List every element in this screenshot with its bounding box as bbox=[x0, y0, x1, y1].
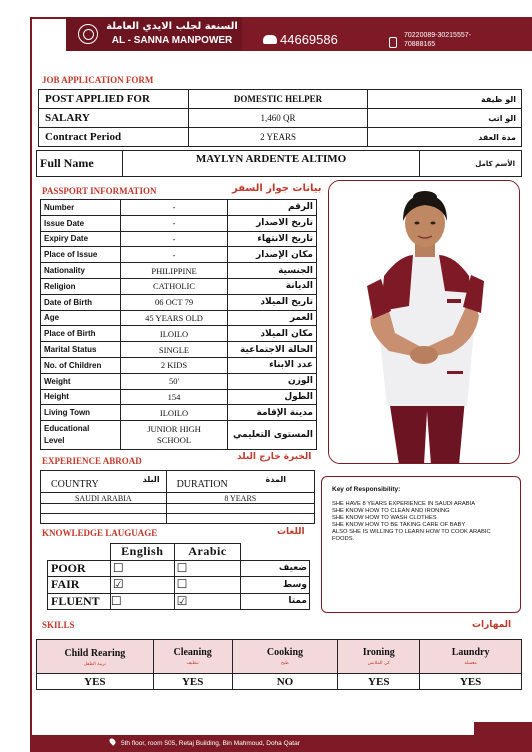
duration-label-ar: المدة bbox=[265, 475, 286, 484]
duration-label: DURATION bbox=[176, 479, 228, 490]
passport-field-label-ar: مكان الميلاد bbox=[228, 326, 317, 342]
passport-field-label-ar: الطول bbox=[228, 389, 317, 405]
skill-ironing bbox=[338, 640, 420, 674]
table-cell bbox=[41, 504, 167, 514]
responsibility-title: Key of Responsibility: bbox=[332, 486, 401, 493]
education-label-ar: المستوى التعليمي bbox=[228, 421, 317, 450]
education-label-2: Level bbox=[44, 436, 65, 446]
full-name-label: Full Name bbox=[37, 151, 123, 177]
table-row bbox=[48, 544, 310, 561]
responsibility-line: SHE KNOW HOW TO CLEAN AND IRONING bbox=[332, 508, 450, 514]
passport-field-label-ar: الوزن bbox=[228, 373, 317, 389]
post-value: DOMESTIC HELPER bbox=[188, 90, 368, 109]
passport-field-label-ar: الديانة bbox=[228, 278, 317, 294]
table-row bbox=[41, 514, 315, 524]
passport-field-label-ar: تاريخ الميلاد bbox=[228, 294, 317, 310]
skill-laundry bbox=[420, 640, 522, 674]
table-row bbox=[41, 405, 317, 421]
education-value-1: JUNIOR HIGH bbox=[147, 424, 201, 435]
skills-title-ar: المهارات bbox=[472, 620, 512, 630]
skill-name-ar: تنظيف bbox=[186, 661, 199, 666]
skill-cooking bbox=[232, 640, 338, 674]
full-name-label-ar: الأسم كامل bbox=[420, 151, 522, 177]
passport-field-value: - bbox=[120, 215, 228, 231]
passport-field-value: ILOILO bbox=[120, 326, 228, 342]
passport-field-label: No. of Children bbox=[41, 357, 121, 373]
passport-field-label-ar: الجنسية bbox=[228, 263, 317, 279]
footer-address-text: 5th floor, room 505, Retaj Building, Bin Mahmoud, Doha Qatar bbox=[121, 740, 300, 747]
passport-field-label-ar: تاريخ الانتهاء bbox=[228, 231, 317, 247]
level-fluent-ar: ممتا bbox=[241, 593, 310, 610]
table-row bbox=[39, 128, 522, 147]
country-value: SAUDI ARABIA bbox=[41, 493, 167, 504]
table-row bbox=[41, 310, 317, 326]
responsibility-line: SHE KNOW HOW TO WASH CLOTHES bbox=[332, 515, 437, 521]
passport-field-label: Number bbox=[41, 200, 121, 216]
passport-field-label: Nationality bbox=[41, 263, 121, 279]
education-label-1: Educational bbox=[44, 424, 90, 434]
english-poor-checkbox: ☐ bbox=[110, 560, 174, 577]
passport-field-label: Expiry Date bbox=[41, 231, 121, 247]
language-table bbox=[47, 543, 310, 610]
passport-field-label: Date of Birth bbox=[41, 294, 121, 310]
table-row bbox=[37, 674, 522, 690]
passport-field-label: Issue Date bbox=[41, 215, 121, 231]
contract-value: 2 YEARS bbox=[188, 128, 368, 147]
skill-name: Child Rearing bbox=[64, 648, 126, 659]
table-cell bbox=[48, 544, 111, 561]
table-row bbox=[41, 263, 317, 279]
education-value-2: SCHOOL bbox=[157, 435, 192, 446]
table-row bbox=[41, 357, 317, 373]
passport-field-label-ar: مكان الإصدار bbox=[228, 247, 317, 263]
mobile-numbers-2: 70888165 bbox=[404, 41, 436, 48]
passport-title: PASSPORT INFORMATION bbox=[42, 186, 157, 196]
mobile-icon bbox=[389, 37, 397, 48]
country-label: COUNTRY bbox=[51, 479, 99, 490]
level-poor: POOR bbox=[48, 560, 111, 577]
table-row bbox=[41, 342, 317, 358]
salary-label: SALARY bbox=[39, 109, 189, 128]
english-fair-checkbox: ☑ bbox=[110, 577, 174, 594]
skills-table bbox=[36, 639, 522, 690]
table-row bbox=[41, 326, 317, 342]
table-cell bbox=[166, 514, 314, 524]
passport-field-label-ar: مدينة الإقامة bbox=[228, 405, 317, 421]
skill-name: Cleaning bbox=[173, 647, 212, 658]
contract-label: Contract Period bbox=[39, 128, 189, 147]
passport-field-label: Marital Status bbox=[41, 342, 121, 358]
passport-field-label-ar: تاريخ الاصدار bbox=[228, 215, 317, 231]
table-row bbox=[41, 231, 317, 247]
table-row bbox=[39, 109, 522, 128]
frame-left bbox=[30, 17, 32, 735]
level-poor-ar: ضعيف bbox=[241, 560, 310, 577]
company-logo-icon bbox=[78, 24, 98, 44]
job-info-table bbox=[38, 89, 522, 147]
duration-header bbox=[166, 471, 314, 493]
language-title-ar: اللغات bbox=[277, 527, 305, 537]
full-name-value: MAYLYN ARDENTE ALTIMO bbox=[122, 151, 419, 177]
passport-field-value: - bbox=[120, 200, 228, 216]
passport-table bbox=[40, 199, 317, 450]
arabic-header: Arabic bbox=[174, 544, 241, 561]
table-row bbox=[41, 493, 315, 504]
table-row bbox=[41, 389, 317, 405]
post-label-ar: الو ظيفة bbox=[368, 90, 522, 109]
language-title: KNOWLEDGE LAUGUAGE bbox=[42, 528, 158, 538]
full-name-table bbox=[36, 150, 522, 177]
table-row bbox=[41, 200, 317, 216]
passport-field-label-ar: الحالة الاجتماعية bbox=[228, 342, 317, 358]
skill-name-ar: مغسلة bbox=[464, 661, 477, 666]
skill-cleaning bbox=[153, 640, 232, 674]
passport-field-label: Place of Birth bbox=[41, 326, 121, 342]
skills-title: SKILLS bbox=[42, 620, 75, 630]
experience-table bbox=[40, 470, 315, 524]
table-row bbox=[41, 215, 317, 231]
skill-name: Ironing bbox=[362, 647, 395, 658]
arabic-fair-checkbox: ☐ bbox=[174, 577, 241, 594]
level-fair: FAIR bbox=[48, 577, 111, 594]
passport-field-value: PHILIPPINE bbox=[120, 263, 228, 279]
passport-field-label: Living Town bbox=[41, 405, 121, 421]
english-fluent-checkbox: ☐ bbox=[110, 593, 174, 610]
footer-address bbox=[110, 738, 300, 747]
table-row bbox=[39, 90, 522, 109]
table-row bbox=[41, 278, 317, 294]
passport-field-value: 2 KIDS bbox=[120, 357, 228, 373]
table-row bbox=[41, 471, 315, 493]
responsibility-line: ALSO SHE IS WILLING TO LEARN HOW TO COOK ARABIC bbox=[332, 529, 491, 535]
passport-field-value: SINGLE bbox=[120, 342, 228, 358]
passport-field-value: ILOILO bbox=[120, 405, 228, 421]
table-row bbox=[41, 247, 317, 263]
skill-value: YES bbox=[37, 674, 154, 690]
table-cell bbox=[241, 544, 310, 561]
table-row bbox=[48, 577, 310, 594]
table-row bbox=[41, 294, 317, 310]
passport-field-value: 45 YEARS OLD bbox=[120, 310, 228, 326]
table-row bbox=[41, 421, 317, 450]
passport-field-value: - bbox=[120, 247, 228, 263]
skill-value: YES bbox=[153, 674, 232, 690]
applicant-photo bbox=[328, 180, 520, 464]
country-header bbox=[41, 471, 167, 493]
table-row bbox=[37, 151, 522, 177]
duration-value: 8 YEARS bbox=[166, 493, 314, 504]
skill-name: Laundry bbox=[451, 647, 490, 658]
responsibility-line: FOODS. bbox=[332, 536, 355, 542]
location-pin-icon bbox=[108, 737, 116, 745]
mobile-numbers-1: 70220089-30215557- bbox=[404, 32, 471, 39]
passport-field-label-ar: العمر bbox=[228, 310, 317, 326]
education-value bbox=[120, 421, 228, 450]
salary-label-ar: الو اتب bbox=[368, 109, 522, 128]
table-row bbox=[48, 560, 310, 577]
table-row bbox=[48, 593, 310, 610]
skill-name-ar: تربية الطفل bbox=[83, 662, 106, 667]
phone-icon bbox=[263, 35, 277, 44]
passport-field-label: Religion bbox=[41, 278, 121, 294]
passport-field-value: 50' bbox=[120, 373, 228, 389]
level-fluent: FLUENT bbox=[48, 593, 111, 610]
form-title: JOB APPLICATION FORM bbox=[42, 75, 154, 85]
passport-field-value: 06 OCT 79 bbox=[120, 294, 228, 310]
applicant-photo-illustration bbox=[329, 181, 520, 464]
skill-value: NO bbox=[232, 674, 338, 690]
passport-field-label-ar: الرقم bbox=[228, 200, 317, 216]
level-fair-ar: وسط bbox=[241, 577, 310, 594]
company-name-ar: السنعة لجلب الايدي العاملة bbox=[106, 21, 238, 32]
passport-field-label: Height bbox=[41, 389, 121, 405]
table-row bbox=[37, 640, 522, 674]
responsibility-box bbox=[321, 476, 521, 613]
arabic-fluent-checkbox: ☑ bbox=[174, 593, 241, 610]
table-cell bbox=[41, 514, 167, 524]
company-name-en: AL - SANNA MANPOWER bbox=[111, 35, 233, 46]
phone-number: 44669586 bbox=[280, 32, 338, 47]
skill-name-ar: كي الملابس bbox=[367, 661, 390, 666]
passport-field-label: Place of Issue bbox=[41, 247, 121, 263]
passport-field-label: Weight bbox=[41, 373, 121, 389]
experience-title: EXPERIENCE ABROAD bbox=[42, 456, 142, 466]
experience-title-ar: الخبرة خارج البلد bbox=[237, 452, 312, 462]
skill-name: Cooking bbox=[266, 647, 304, 658]
country-label-ar: البلد bbox=[142, 475, 160, 484]
frame-top bbox=[30, 17, 66, 19]
passport-field-value: 154 bbox=[120, 389, 228, 405]
salary-value: 1,460 QR bbox=[188, 109, 368, 128]
skill-name-ar: طبخ bbox=[281, 661, 289, 666]
table-cell bbox=[166, 504, 314, 514]
passport-field-value: - bbox=[120, 231, 228, 247]
skill-value: YES bbox=[420, 674, 522, 690]
english-header: English bbox=[110, 544, 174, 561]
responsibility-line: SHE HAVE 8 YEARS EXPERIENCE IN SAUDI ARABIA bbox=[332, 501, 476, 507]
skill-value: YES bbox=[338, 674, 420, 690]
table-row bbox=[41, 373, 317, 389]
contract-label-ar: مدة العقد bbox=[368, 128, 522, 147]
passport-field-label: Age bbox=[41, 310, 121, 326]
skill-child-rearing bbox=[37, 640, 154, 674]
education-label bbox=[41, 421, 121, 450]
responsibility-line: SHE KNOW HOW TO BE TAKING CARE OF BABY bbox=[332, 522, 466, 528]
table-row bbox=[41, 504, 315, 514]
post-label: POST APPLIED FOR bbox=[39, 90, 189, 109]
arabic-poor-checkbox: ☐ bbox=[174, 560, 241, 577]
passport-field-value: CATHOLIC bbox=[120, 278, 228, 294]
passport-field-label-ar: عدد الابناء bbox=[228, 357, 317, 373]
passport-title-ar: بيانات جواز السفر bbox=[232, 183, 322, 194]
